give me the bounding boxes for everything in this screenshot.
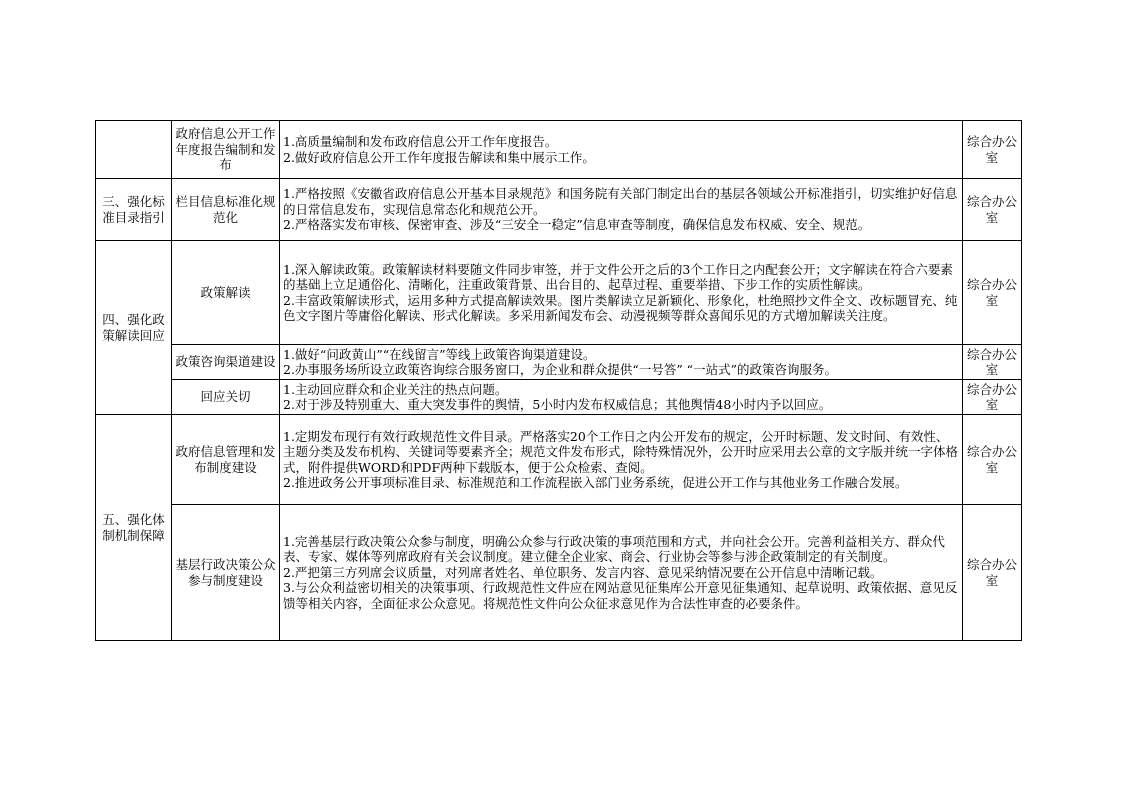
content-cell — [280, 505, 963, 641]
content-cell — [280, 415, 963, 505]
dept-cell: 综合办公室 — [963, 345, 1022, 380]
item-cell: 政府信息管理和发布制度建设 — [172, 415, 280, 505]
content-cell — [280, 121, 963, 179]
item-cell: 政策解读 — [172, 241, 280, 345]
table-row — [96, 241, 1022, 345]
content-line: 1.做好“问政黄山”“在线留言”等线上政策咨询渠道建设。 — [283, 346, 596, 362]
item-cell: 栏目信息标准化规范化 — [172, 179, 280, 241]
dept-cell: 综合办公室 — [963, 505, 1022, 641]
content-line: 2.严格落实发布审核、保密审查、涉及“三安全一稳定”信息审查等制度，确保信息发布权威、安全、规范。 — [283, 217, 871, 233]
content-line: 1.深入解读政策。政策解读材料要随文件同步审签，并于文件公开之后的3个工作日之内配套公开；文字解读在符合六要素的基础上立足通俗化、清晰化，注重政策背景、出台目的、起草过程、重要举措、下步工作的实质性解读。 — [283, 261, 953, 292]
content-cell — [280, 179, 963, 241]
content-line: 1.主动回应群众和企业关注的热点问题。 — [283, 381, 508, 397]
table-row — [96, 345, 1022, 380]
table-row — [96, 179, 1022, 241]
content-line: 2.推进政务公开事项标准目录、标准规范和工作流程嵌入部门业务系统，促进公开工作与其他业务工作融合发展。 — [283, 475, 908, 490]
dept-cell: 综合办公室 — [963, 179, 1022, 241]
table-row — [96, 415, 1022, 505]
content-cell — [280, 241, 963, 345]
content-line: 1.高质量编制和发布政府信息公开工作年度报告。 — [283, 134, 558, 149]
content-cell — [280, 345, 963, 380]
content-line: 2.做好政府信息公开工作年度报告解读和集中展示工作。 — [283, 149, 595, 165]
content-line: 2.丰富政策解读形式，运用多种方式提高解读效果。图片类解读立足新颖化、形象化，杜绝照抄文件全文、改标题冒充、纯色文字图片等庸俗化解读、形式化解读。多采用新闻发布会、动漫视频等群众喜闻乐见的方式增加解读关注度。 — [283, 292, 958, 323]
category-cell: 三、强化标准目录指引 — [96, 179, 172, 241]
content-line: 1.严格按照《安徽省政府信息公开基本目录规范》和国务院有关部门制定出台的基层各领域公开标准指引，切实维护好信息的日常信息发布，实现信息常态化和规范公开。 — [283, 186, 958, 217]
content-line: 2.办事服务场所设立政策咨询综合服务窗口，为企业和群众提供“一号答” “一站式”的政策咨询服务。 — [283, 362, 837, 377]
item-cell: 政策咨询渠道建设 — [172, 345, 280, 380]
item-cell: 基层行政决策公众参与制度建设 — [172, 505, 280, 641]
table-row — [96, 121, 1022, 179]
category-cell: 五、强化体制机制保障 — [96, 415, 172, 641]
table-row — [96, 505, 1022, 641]
table-row — [96, 380, 1022, 415]
content-line: 1.定期发布现行有效行政规范性文件目录。严格落实20个工作日之内公开发布的规定，公开时标题、发文时间、有效性、主题分类及发布机构、关键词等要素齐全；规范文件发布形式，除特殊情况外，公开时应采用去公章的文字版并统一字体格式，附件提供WORD和PDF两种下载版本，便于公众检索、查阅。 — [283, 428, 959, 475]
category-cell — [96, 121, 172, 179]
category-cell: 四、强化政策解读回应 — [96, 241, 172, 415]
content-cell — [280, 380, 963, 415]
item-cell: 回应关切 — [172, 380, 280, 415]
content-line: 2.严把第三方列席会议质量，对列席者姓名、单位职务、发言内容、意见采纳情况要在公开信息中清晰记载。 — [283, 564, 883, 580]
dept-cell: 综合办公室 — [963, 380, 1022, 415]
work-plan-table — [95, 120, 1022, 641]
dept-cell: 综合办公室 — [963, 241, 1022, 345]
dept-cell: 综合办公室 — [963, 121, 1022, 179]
dept-cell: 综合办公室 — [963, 415, 1022, 505]
content-line: 1.完善基层行政决策公众参与制度，明确公众参与行政决策的事项范围和方式，并向社会公开。完善利益相关方、群众代表、专家、媒体等列席政府有关会议制度。建立健全企业家、商会、行业协会等参与涉企政策制定的有关制度。 — [283, 533, 945, 565]
item-cell: 政府信息公开工作年度报告编制和发布 — [172, 121, 280, 179]
content-line: 3.与公众利益密切相关的决策事项、行政规范性文件应在网站意见征集库公开意见征集通知、起草说明、政策依据、意见反馈等相关内容，全面征求公众意见。将规范性文件向公众征求意见作为合法性审查的必要条件。 — [283, 580, 958, 611]
content-line: 2.对于涉及特别重大、重大突发事件的舆情，5小时内发布权威信息；其他舆情48小时内予以回应。 — [283, 397, 832, 412]
